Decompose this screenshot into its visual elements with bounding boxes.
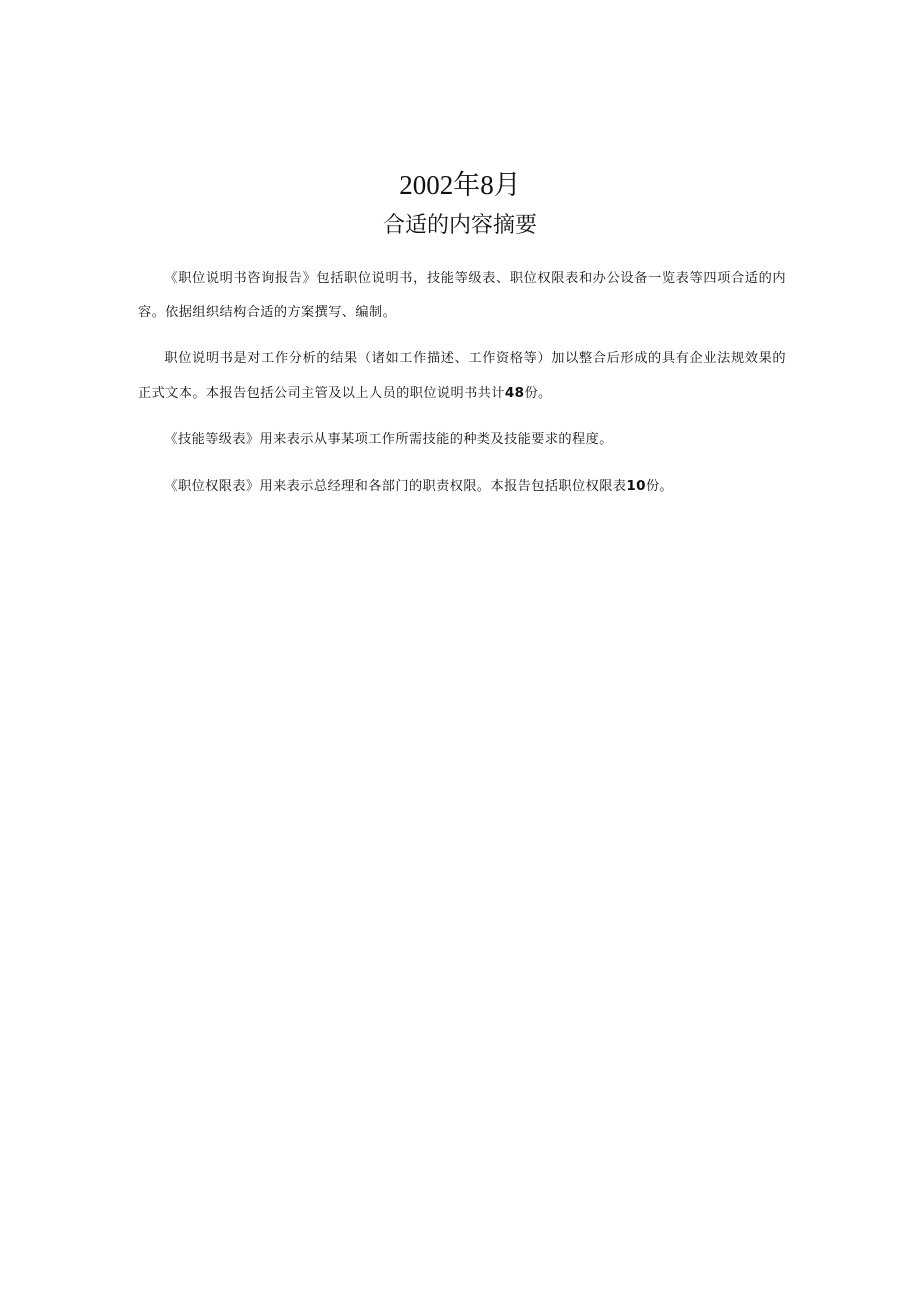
- paragraph-skill-levels: [138, 423, 786, 457]
- summary-body: [138, 262, 786, 504]
- summary-title: 合适的内容摘要: [382, 213, 537, 238]
- paragraph-text: 职位说明书是对工作分析的结果（诸如工作描述、工作资格等）加以整合后形成的具有企业法规效果的正式文本。本报告包括公司主管及以上人员的职位说明书共计: [138, 351, 786, 401]
- paragraph-text: 《职位说明书咨询报告》包括职位说明书，技能等级表、职位权限表和办公设备一览表等四项合适的内容。依据组织结构合适的方案撰写、编制。: [138, 271, 786, 320]
- authority-table-count: 10: [626, 478, 646, 494]
- paragraph-text: 《技能等级表》用来表示从事某项工作所需技能的种类及技能要求的程度。: [164, 432, 613, 447]
- job-description-count: 48: [504, 385, 525, 401]
- paragraph-text: 《职位权限表》用来表示总经理和各部门的职责权限。本报告包括职位权限表: [164, 479, 627, 494]
- paragraph-text: 份。: [524, 386, 552, 401]
- paragraph-text: 份。: [645, 479, 674, 494]
- paragraph-report-contents: [138, 262, 786, 330]
- document-date: 2002年8月: [399, 170, 521, 200]
- paragraph-job-descriptions: [138, 342, 786, 411]
- paragraph-authority-table: [138, 469, 786, 504]
